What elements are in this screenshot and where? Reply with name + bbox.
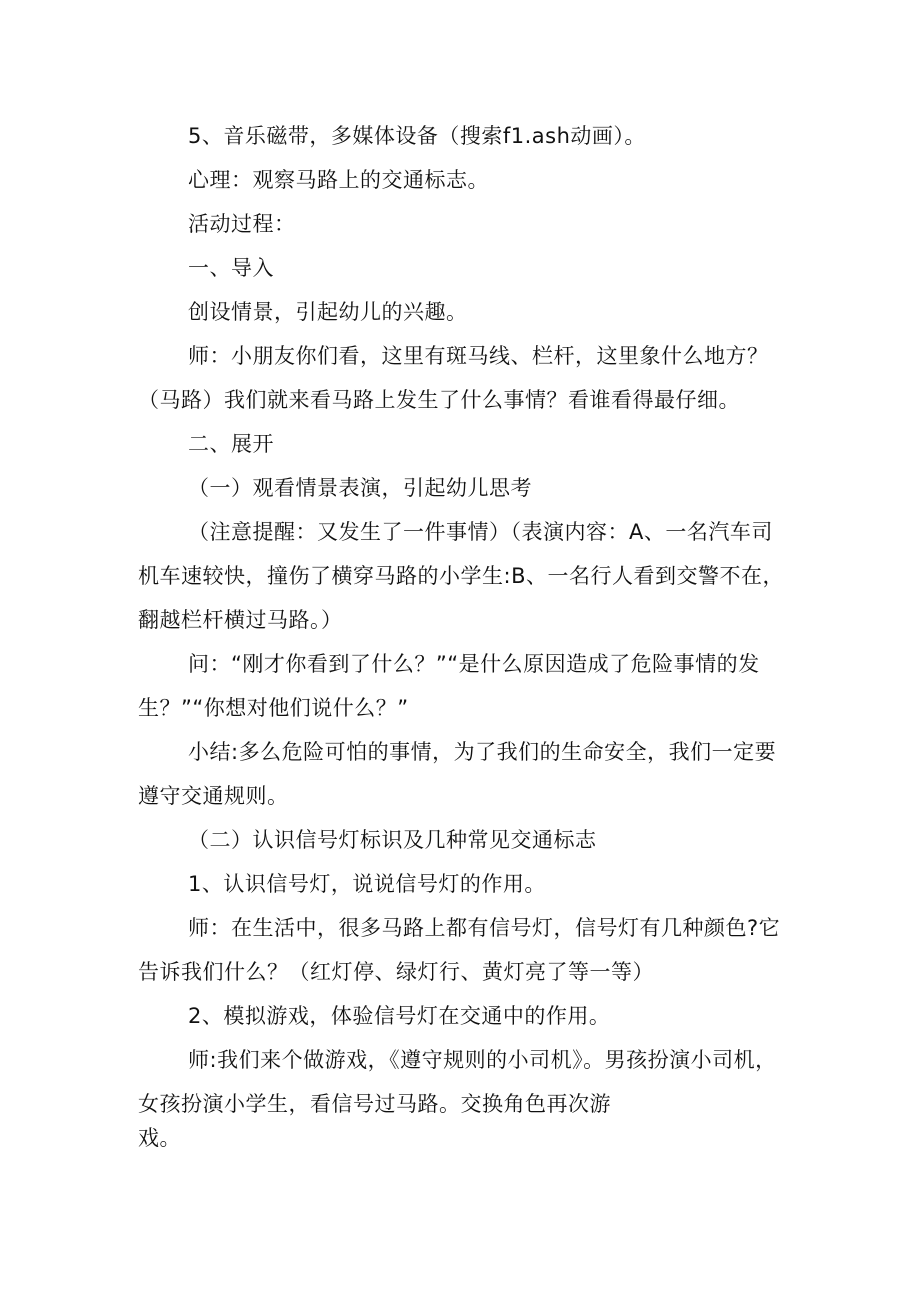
text-line: （注意提醒：又发生了一件事情）（表演内容：A、一名汽车司 [188,520,773,544]
text-line: 师:我们来个做游戏，《遵守规则的小司机》。男孩扮演小司机， [188,1048,777,1072]
text-line: 女孩扮演小学生，看信号过马路。交换角色再次游 [138,1092,611,1116]
text-line: 1、认识信号灯，说说信号灯的作用。 [188,872,546,896]
text-line: 创设情景，引起幼儿的兴趣。 [188,300,468,324]
text-line-materials: 5、音乐磁带，多媒体设备（搜索f1.ash动画）。 [188,124,646,148]
section-heading-expand: 二、展开 [188,432,274,456]
text-line-psychology: 心理：观察马路上的交通标志。 [188,168,489,192]
text-line: （马路）我们就来看马路上发生了什么事情？看谁看得最仔细。 [138,388,740,412]
text-line: 师：小朋友你们看，这里有斑马线、栏杆，这里象什么地方？ [188,344,769,368]
text-line: 戏。 [138,1126,181,1150]
text-line: 机车速较快，撞伤了横穿马路的小学生:B、一名行人看到交警不在， [138,564,784,588]
text-line: 翻越栏杆横过马路。） [138,608,343,632]
subsection-heading-1: （一）观看情景表演，引起幼儿思考 [188,476,532,500]
activity-process-heading: 活动过程： [188,212,296,236]
text-line: 师：在生活中，很多马路上都有信号灯，信号灯有几种颜色?它 [188,916,781,940]
text-line: 2、模拟游戏，体验信号灯在交通中的作用。 [188,1004,611,1028]
section-heading-intro: 一、导入 [188,256,274,280]
text-line: 问：“刚才你看到了什么？”“是什么原因造成了危险事情的发 [188,652,760,676]
text-line: 告诉我们什么？（红灯停、绿灯行、黄灯亮了等一等） [138,960,654,984]
text-line: 生？”“你想对他们说什么？” [138,696,409,720]
text-line: 遵守交通规则。 [138,784,289,808]
subsection-heading-2: （二）认识信号灯标识及几种常见交通标志 [188,828,597,852]
text-line: 小结:多么危险可怕的事情，为了我们的生命安全，我们一定要 [188,740,777,764]
